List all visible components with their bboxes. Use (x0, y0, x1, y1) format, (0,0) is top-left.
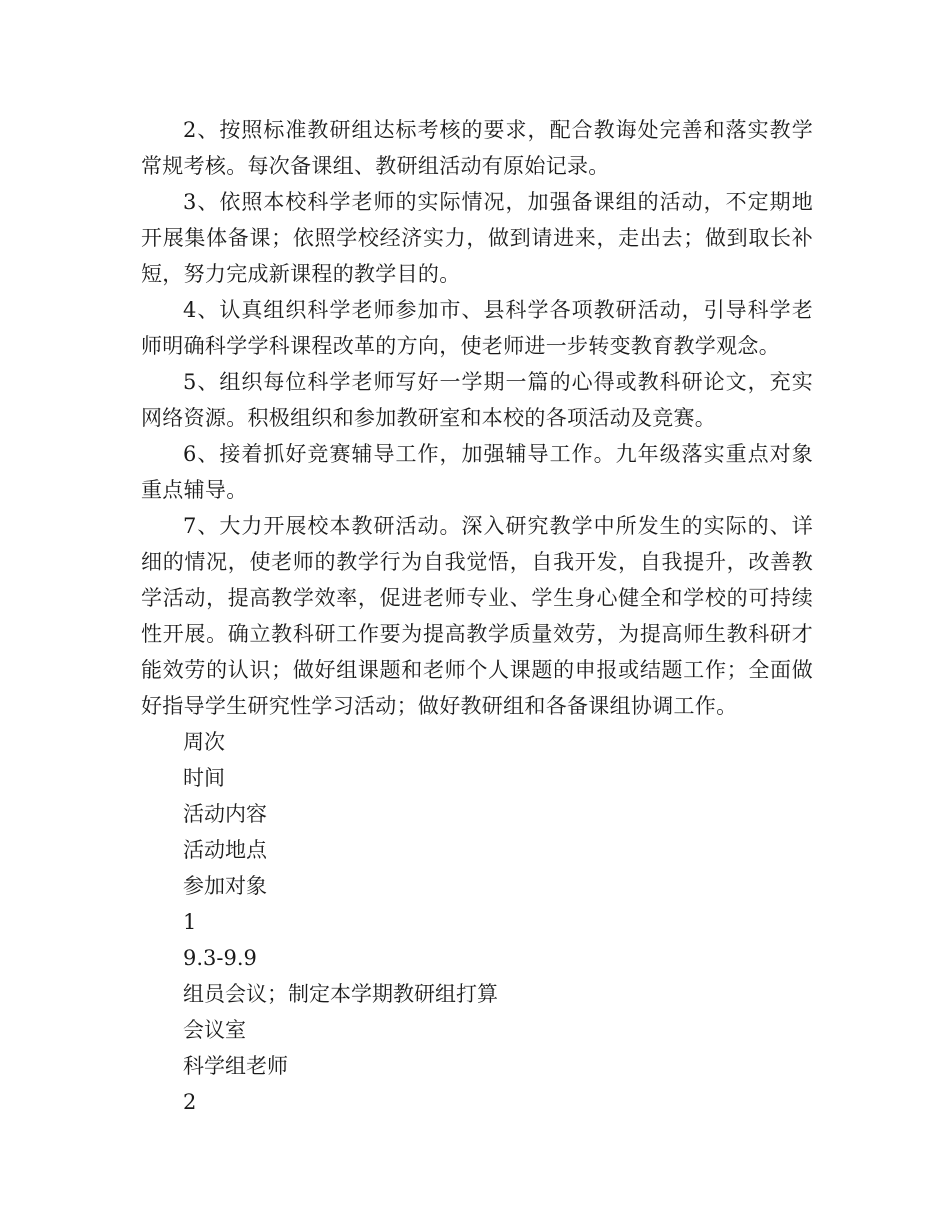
paragraph-item-4: 4、认真组织科学老师参加市、县科学各项教研活动，引导科学老师明确科学学科课程改革的方向，使老师进一步转变教育教学观念。 (141, 298, 813, 358)
paragraph-item-3: 3、依照本校科学老师的实际情况，加强备课组的活动，不定期地开展集体备课；依照学校经济实力，做到请进来，走出去；做到取长补短，努力完成新课程的教学目的。 (141, 190, 813, 286)
document-body (141, 112, 813, 1120)
paragraph-item-5: 5、组织每位科学老师写好一学期一篇的心得或教科研论文，充实网络资源。积极组织和参加教研室和本校的各项活动及竞赛。 (141, 370, 813, 430)
table-cell-location: 会议室 (183, 1018, 246, 1042)
table-header-content: 活动内容 (183, 802, 267, 826)
paragraph-item-7: 7、大力开展校本教研活动。深入研究教学中所发生的实际的、详细的情况，使老师的教学行为自我觉悟，自我开发，自我提升，改善教学活动，提高教学效率，促进老师专业、学生身心健全和学校的可持续性开展。确立教科研工作要为提高教学质量效劳，为提高师生教科研才能效劳的认识；做好组课题和老师个人课题的申报或结题工作；全面做好指导学生研究性学习活动；做好教研组和各备课组协调工作。 (141, 514, 813, 718)
paragraph-item-2: 2、按照标准教研组达标考核的要求，配合教诲处完善和落实教学常规考核。每次备课组、教研组活动有原始记录。 (141, 118, 813, 178)
table-cell-time: 9.3-9.9 (183, 946, 257, 970)
paragraph-item-6: 6、接着抓好竞赛辅导工作，加强辅导工作。九年级落实重点对象重点辅导。 (141, 442, 813, 502)
table-header-participants: 参加对象 (183, 874, 267, 898)
table-header-location: 活动地点 (183, 838, 267, 862)
table-cell-week: 1 (183, 910, 197, 934)
table-cell-week: 2 (183, 1090, 197, 1114)
table-header-week: 周次 (183, 730, 225, 754)
schedule-table (141, 724, 813, 1120)
table-header-time: 时间 (183, 766, 225, 790)
table-cell-participants: 科学组老师 (183, 1054, 288, 1078)
table-cell-content: 组员会议；制定本学期教研组打算 (183, 982, 498, 1006)
